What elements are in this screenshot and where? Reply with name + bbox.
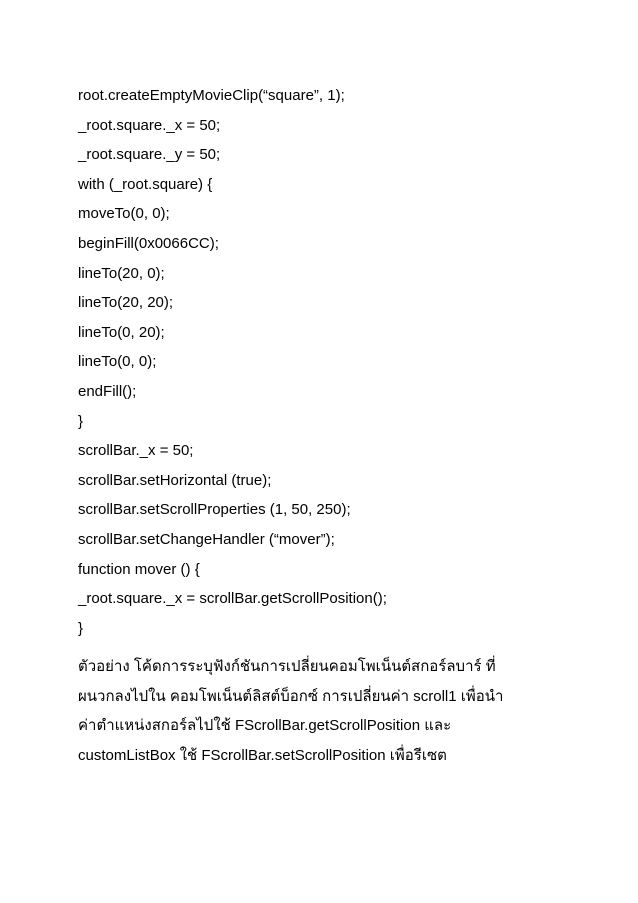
code-line: scrollBar.setScrollProperties (1, 50, 250); (78, 501, 351, 519)
thai-paragraph (78, 652, 618, 770)
code-line: beginFill(0x0066CC); (78, 234, 219, 252)
paragraph-line: ผนวกลงไปใน คอมโพเน็นต์ลิสต์บ็อกซ์ การเปลี่ยนค่า scroll1 เพื่อนำ (78, 687, 504, 705)
code-line: lineTo(20, 0); (78, 264, 165, 282)
code-line: } (78, 412, 84, 430)
code-line: lineTo(0, 20); (78, 323, 165, 341)
code-line: _root.square._y = 50; (78, 146, 221, 164)
code-line: moveTo(0, 0); (78, 205, 170, 223)
code-line: scrollBar.setHorizontal (true); (78, 471, 272, 489)
code-line: endFill(); (78, 382, 137, 400)
code-line: function mover () { (78, 560, 200, 578)
code-block (78, 81, 618, 643)
code-line: root.createEmptyMovieClip(“square”, 1); (78, 87, 345, 104)
code-line: scrollBar.setChangeHandler (“mover”); (78, 530, 335, 548)
code-line: _root.square._x = 50; (78, 116, 221, 134)
code-line: lineTo(0, 0); (78, 353, 157, 371)
code-line: with (_root.square) { (78, 175, 213, 193)
code-line: } (78, 619, 84, 637)
code-line: _root.square._x = scrollBar.getScrollPosition(); (78, 590, 387, 608)
paragraph-line: ค่าตำแหน่งสกอร์ลไปใช้ FScrollBar.getScrollPosition และ (78, 717, 452, 735)
paragraph-line: ตัวอย่าง โค้ดการระบุฟังก์ชันการเปลี่ยนคอมโพเน็นต์สกอร์ลบาร์ ที่ (78, 658, 496, 675)
paragraph-line: customListBox ใช้ FScrollBar.setScrollPosition เพื่อรีเซต (78, 746, 447, 764)
code-line: scrollBar._x = 50; (78, 442, 194, 460)
code-line: lineTo(20, 20); (78, 294, 174, 312)
